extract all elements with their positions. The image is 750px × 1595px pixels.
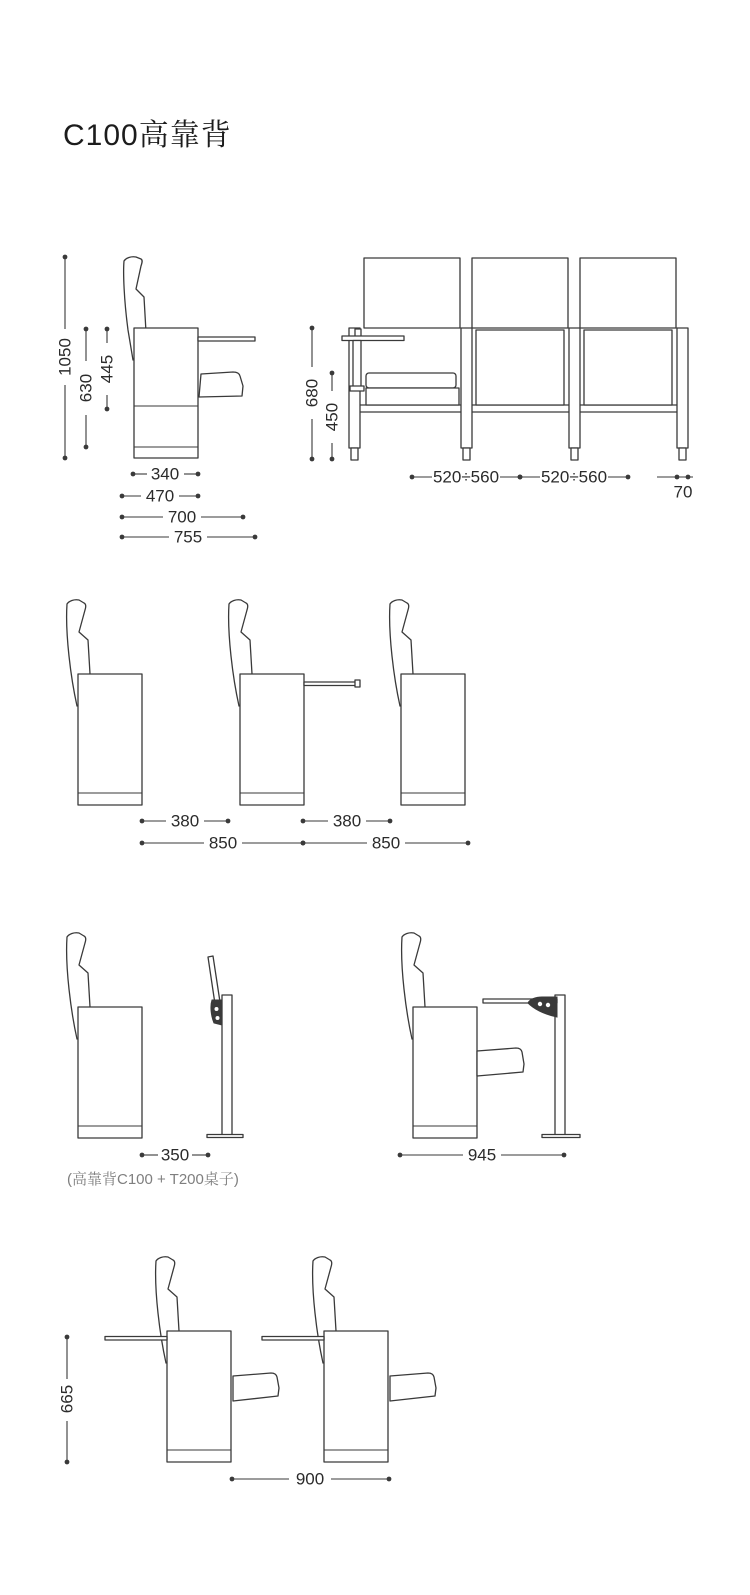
- folded-table: [207, 956, 243, 1138]
- folded-seat: [199, 372, 243, 397]
- chair-side: [402, 933, 477, 1138]
- chair-1: [67, 600, 142, 805]
- dim-backrest-height: [77, 327, 96, 450]
- three-seat-row-front-view-diagram: [295, 245, 715, 503]
- chair-with-open-table-diagram: [370, 920, 630, 1165]
- bottom-rail: [351, 405, 686, 412]
- dim-tablet-floor-height: [58, 1335, 77, 1465]
- chair-side-outline: [124, 257, 255, 458]
- dim-row-pitch: [230, 1470, 392, 1489]
- back-tablet-row-diagram: [40, 1245, 460, 1495]
- dim-label: 340: [150, 464, 180, 484]
- chair-with-folded-table-diagram: [40, 920, 320, 1165]
- hinge-bracket: [211, 1000, 222, 1025]
- dim-seat-pitch-1: [410, 468, 523, 487]
- dim-label: 630: [76, 373, 96, 403]
- dim-label: 665: [57, 1384, 77, 1414]
- tablet-arm: [198, 337, 255, 341]
- seat-down: [477, 1048, 524, 1076]
- dim-total-height: [56, 255, 75, 461]
- chair-2: [262, 1257, 436, 1462]
- dim-label: 945: [467, 1145, 497, 1165]
- dim-clearance-1: [140, 812, 231, 831]
- seat-down: [233, 1373, 279, 1401]
- dim-label: 850: [208, 833, 238, 853]
- dim-seat-width: [131, 465, 201, 484]
- chair-3: [390, 600, 465, 805]
- dim-row-pitch-1: [140, 834, 306, 853]
- dim-label: 350: [160, 1145, 190, 1165]
- dim-label: 755: [173, 527, 203, 547]
- tablet-extended: [304, 680, 360, 687]
- dim-row-pitch-2: [301, 834, 471, 853]
- seat-cushion-down: [366, 373, 456, 388]
- seat-down: [390, 1373, 436, 1401]
- seat-cushion-base: [366, 388, 459, 405]
- dim-label: 470: [145, 486, 175, 506]
- chair-2: [229, 600, 304, 805]
- dim-seat-pitch-2: [518, 468, 631, 487]
- folded-seat-pan-2: [476, 330, 564, 405]
- dim-label: 450: [322, 402, 342, 432]
- folded-seat-pan-3: [584, 330, 672, 405]
- chair-side: [67, 933, 142, 1138]
- seat-box: [134, 328, 198, 458]
- hinge-bracket: [528, 997, 557, 1017]
- row-front-outline: [342, 258, 688, 460]
- back-tablet: [105, 1337, 167, 1341]
- dim-label: 380: [332, 811, 362, 831]
- single-seat-side-view-diagram: [40, 245, 275, 545]
- dim-label: 900: [295, 1469, 325, 1489]
- row-spacing-diagram: [40, 580, 490, 855]
- dim-tablet-height: [98, 327, 117, 412]
- dim-span: [398, 1146, 567, 1165]
- folded-tabletop: [208, 956, 220, 1004]
- dim-label: 380: [170, 811, 200, 831]
- dim-clearance-2: [301, 812, 393, 831]
- dim-depth-closed: [120, 487, 201, 506]
- backrest-1: [364, 258, 460, 328]
- page-title: C100高靠背: [63, 119, 232, 152]
- backrest-2: [472, 258, 568, 328]
- dim-clearance: [140, 1146, 211, 1165]
- dim-tablet-height-front: [303, 326, 322, 462]
- dim-label: 700: [167, 507, 197, 527]
- back-tablet: [262, 1337, 324, 1341]
- dim-label: 520÷560: [540, 467, 608, 487]
- table-column: [222, 995, 232, 1135]
- combination-caption: (高靠背C100 + T200桌子): [67, 1171, 239, 1188]
- table-base: [207, 1135, 243, 1138]
- backrest-3: [580, 258, 676, 328]
- dim-total-depth: [120, 528, 258, 547]
- chair-1: [105, 1257, 279, 1462]
- dim-label: 520÷560: [432, 467, 500, 487]
- table-base: [542, 1135, 580, 1138]
- dim-label: 70: [673, 482, 693, 502]
- dim-seat-height: [323, 371, 342, 462]
- dim-label: 1050: [55, 338, 75, 376]
- dim-label: 445: [97, 354, 117, 384]
- dim-panel-width: [657, 475, 693, 502]
- dim-label: 680: [302, 378, 322, 408]
- dim-depth-open: [120, 508, 246, 527]
- dim-label: 850: [371, 833, 401, 853]
